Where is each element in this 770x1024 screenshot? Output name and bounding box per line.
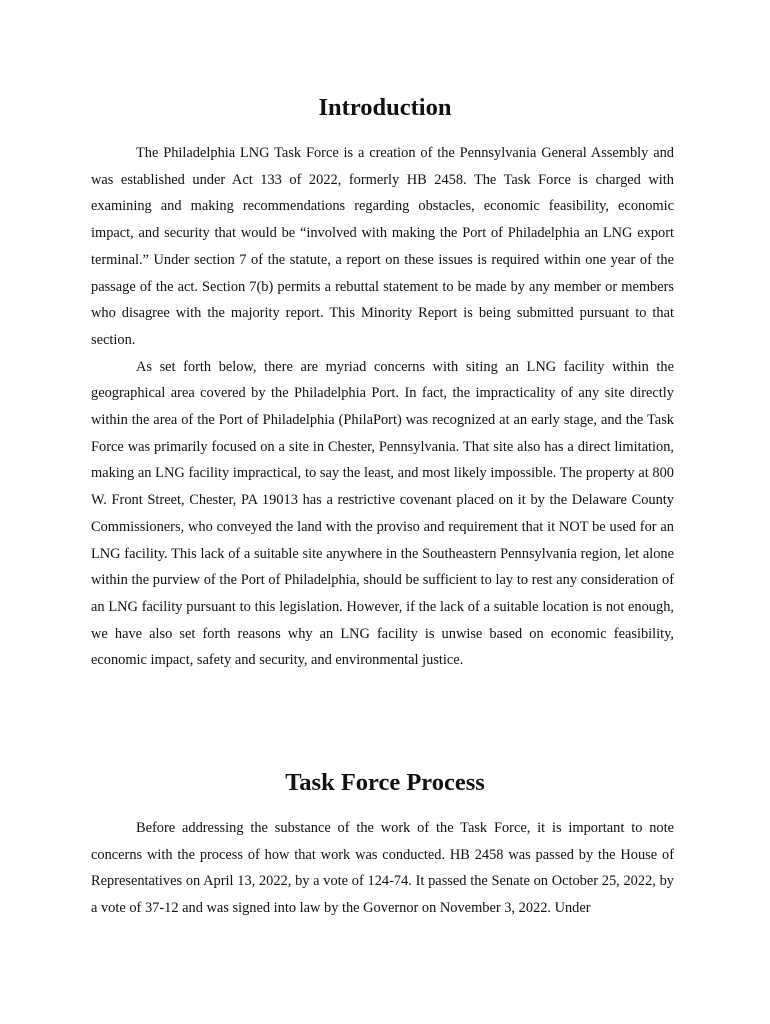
section-heading-introduction: Introduction	[318, 94, 452, 121]
section-heading-task-force-process: Task Force Process	[285, 769, 485, 796]
paragraph: As set forth below, there are myriad concerns with siting an LNG facility within the geographical area covered by the Philadelphia Port. In fact, the impracticality of any site directly within the area of the Port of Philadelphia (PhilaPort) was recognized at an early stage, and the Task Force was primarily focused on a site in Chester, Pennsylvania. That site also has a direct limitation, making an LNG facility impractical, to say the least, and most likely impossible. The property at 800 W. Front Street, Chester, PA 19013 has a restrictive covenant placed on it by the Delaware County Commissioners, who conveyed the land with the proviso and requirement that it NOT be used for an LNG facility. This lack of a suitable site anywhere in the Southeastern Pennsylvania region, let alone within the purview of the Port of Philadelphia, should be sufficient to lay to rest any consideration of an LNG facility pursuant to this legislation. However, if the lack of a suitable location is not enough, we have also set forth reasons why an LNG facility is unwise based on economic feasibility, economic impact, safety and security, and environmental justice.	[91, 358, 674, 669]
task-force-process-body	[91, 815, 674, 922]
paragraph: The Philadelphia LNG Task Force is a creation of the Pennsylvania General Assembly and was established under Act 133 of 2022, formerly HB 2458. The Task Force is charged with examining and making recommendations regarding obstacles, economic feasibility, economic impact, and security that would be “involved with making the Port of Philadelphia an LNG export terminal.” Under section 7 of the statute, a report on these issues is required within one year of the passage of the act. Section 7(b) permits a rebuttal statement to be made by any member or members who disagree with the majority report. This Minority Report is being submitted pursuant to that section.	[91, 145, 674, 348]
introduction-body	[91, 140, 674, 674]
paragraph: Before addressing the substance of the work of the Task Force, it is important to note concerns with the process of how that work was conducted. HB 2458 was passed by the House of Representatives on April 13, 2022, by a vote of 124-74. It passed the Senate on October 25, 2022, by a vote of 37-12 and was signed into law by the Governor on November 3, 2022. Under	[91, 820, 674, 917]
